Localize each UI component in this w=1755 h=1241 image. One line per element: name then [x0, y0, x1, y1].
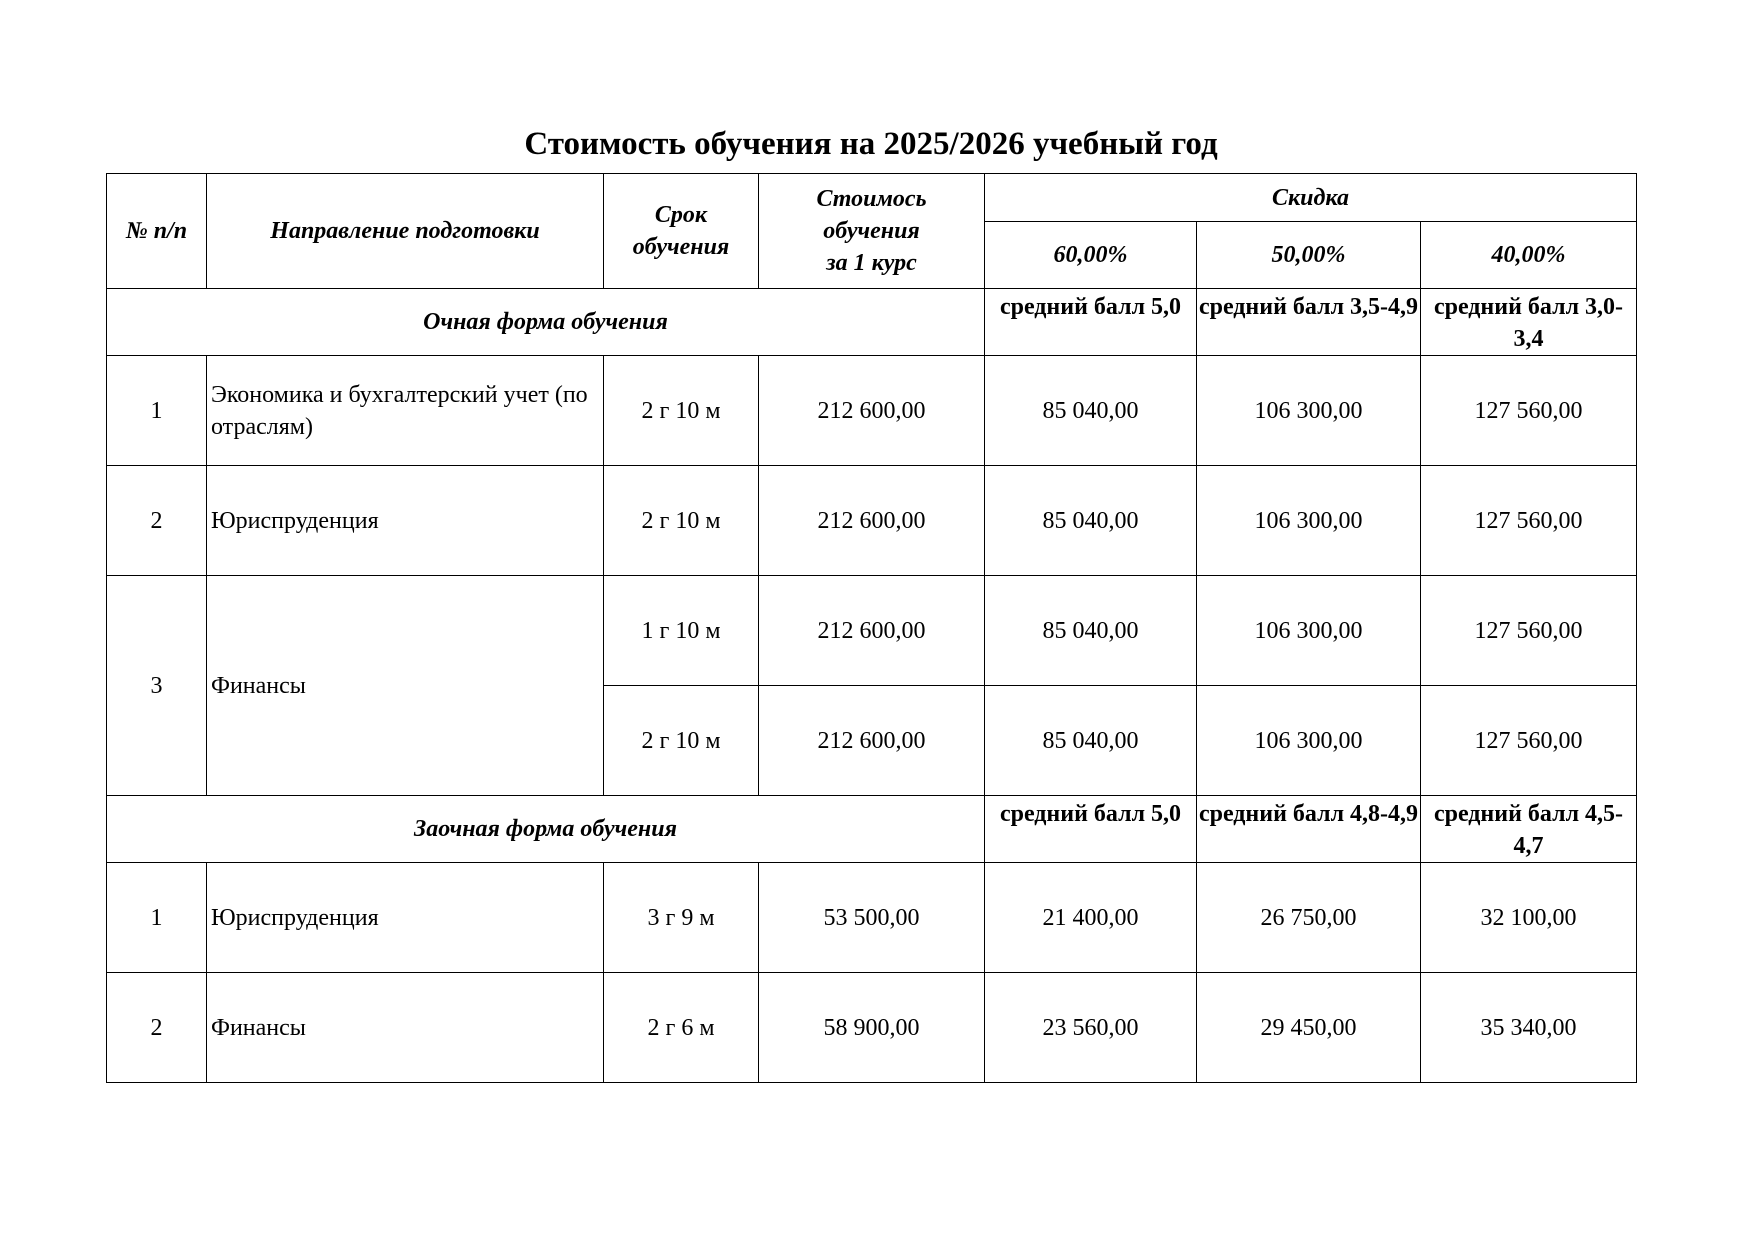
row-direction: Финансы [207, 576, 604, 796]
row-cost: 58 900,00 [759, 973, 985, 1083]
row-discount-60: 85 040,00 [985, 356, 1197, 466]
header-discount-50: 50,00% [1197, 222, 1421, 289]
row-discount-40: 127 560,00 [1421, 576, 1637, 686]
header-cost-line3: за 1 курс [826, 250, 917, 276]
table-row [107, 466, 1637, 576]
row-discount-50: 106 300,00 [1197, 576, 1421, 686]
score-parttime-3: средний балл 4,5-4,7 [1421, 796, 1637, 863]
row-discount-60: 85 040,00 [985, 686, 1197, 796]
header-term: Срок обучения [604, 174, 759, 289]
row-discount-60: 85 040,00 [985, 466, 1197, 576]
row-cost: 212 600,00 [759, 466, 985, 576]
row-discount-40: 127 560,00 [1421, 466, 1637, 576]
row-direction: Финансы [207, 973, 604, 1083]
row-num: 3 [107, 576, 207, 796]
row-num: 1 [107, 356, 207, 466]
row-discount-60: 21 400,00 [985, 863, 1197, 973]
section-title-fulltime: Очная форма обучения [107, 289, 985, 356]
row-discount-40: 127 560,00 [1421, 686, 1637, 796]
header-cost-line2: обучения [823, 218, 920, 244]
header-discount: Скидка [985, 174, 1637, 222]
row-cost: 212 600,00 [759, 576, 985, 686]
table-row [107, 356, 1637, 466]
header-cost-line1: Стоимось [816, 186, 927, 212]
row-cost: 212 600,00 [759, 356, 985, 466]
row-discount-40: 127 560,00 [1421, 356, 1637, 466]
score-fulltime-1: средний балл 5,0 [985, 289, 1197, 356]
row-discount-60: 85 040,00 [985, 576, 1197, 686]
score-parttime-2: средний балл 4,8-4,9 [1197, 796, 1421, 863]
row-term: 2 г 6 м [604, 973, 759, 1083]
table-row [107, 863, 1637, 973]
row-term: 2 г 10 м [604, 686, 759, 796]
row-discount-50: 26 750,00 [1197, 863, 1421, 973]
score-fulltime-2: средний балл 3,5-4,9 [1197, 289, 1421, 356]
table-row [107, 576, 1637, 686]
row-term: 1 г 10 м [604, 576, 759, 686]
row-term: 2 г 10 м [604, 466, 759, 576]
row-discount-40: 32 100,00 [1421, 863, 1637, 973]
row-num: 1 [107, 863, 207, 973]
header-num: № п/п [107, 174, 207, 289]
tuition-table [106, 173, 1637, 1083]
row-cost: 53 500,00 [759, 863, 985, 973]
row-direction: Юриспруденция [207, 466, 604, 576]
row-discount-50: 106 300,00 [1197, 356, 1421, 466]
header-direction: Направление подготовки [207, 174, 604, 289]
header-cost [759, 174, 985, 289]
row-direction: Юриспруденция [207, 863, 604, 973]
row-direction: Экономика и бухгалтерский учет (по отраслям) [207, 356, 604, 466]
header-row [107, 174, 1637, 222]
row-discount-50: 106 300,00 [1197, 686, 1421, 796]
header-discount-60: 60,00% [985, 222, 1197, 289]
header-discount-40: 40,00% [1421, 222, 1637, 289]
row-term: 2 г 10 м [604, 356, 759, 466]
row-term: 3 г 9 м [604, 863, 759, 973]
row-num: 2 [107, 973, 207, 1083]
score-fulltime-3: средний балл 3,0-3,4 [1421, 289, 1637, 356]
row-discount-60: 23 560,00 [985, 973, 1197, 1083]
row-num: 2 [107, 466, 207, 576]
score-parttime-1: средний балл 5,0 [985, 796, 1197, 863]
section-row-fulltime [107, 289, 1637, 356]
row-discount-50: 29 450,00 [1197, 973, 1421, 1083]
row-cost: 212 600,00 [759, 686, 985, 796]
page-title: Стоимость обучения на 2025/2026 учебный год [524, 126, 1218, 162]
section-title-parttime: Заочная форма обучения [107, 796, 985, 863]
table-row [107, 973, 1637, 1083]
row-discount-50: 106 300,00 [1197, 466, 1421, 576]
section-row-parttime [107, 796, 1637, 863]
row-discount-40: 35 340,00 [1421, 973, 1637, 1083]
